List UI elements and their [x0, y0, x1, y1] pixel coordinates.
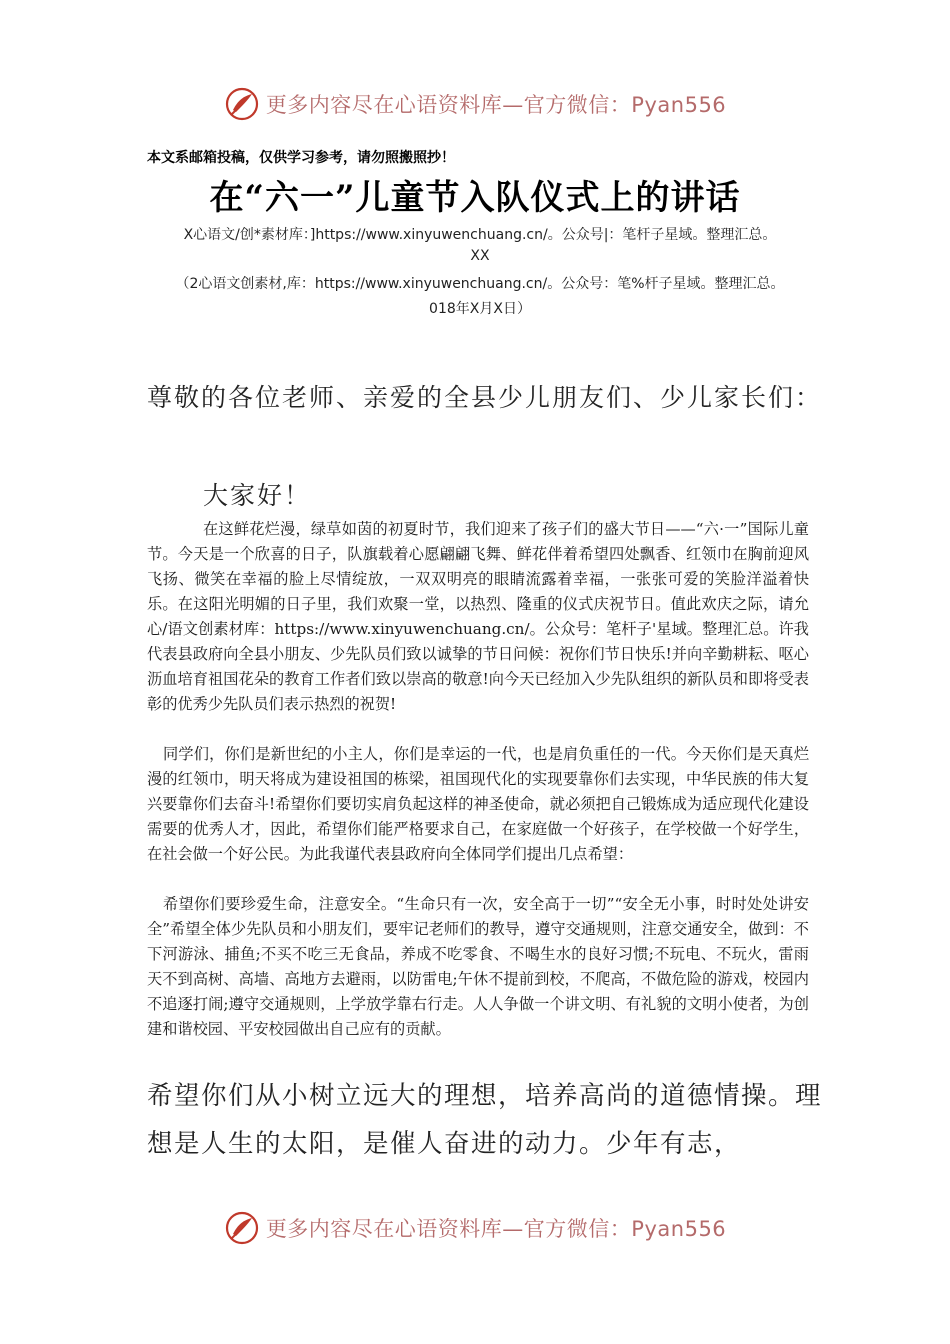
banner-text: 更多内容尽在心语资料库—官方微信：Pyan556 [265, 93, 727, 117]
footer-banner [0, 1210, 950, 1246]
closing-paragraph: 希望你们从小树立远大的理想，培养高尚的道德情操。理想是人生的太阳，是催人奋进的动力。少年有志， [147, 1081, 823, 1159]
source-line-2: XX [470, 248, 490, 264]
paragraph-2: 同学们，你们是新世纪的小主人，你们是幸运的一代，也是肩负重任的一代。今天你们是天真烂漫的红领巾，明天将成为建设祖国的栋梁，祖国现代化的实现要靠你们去实现，中华民族的伟大复兴要靠你们去奋斗!希望你们要切实肩负起这样的神圣使命，就必须把自己锻炼成为适应现代化建设需要的优秀人才，因此，希望你们能严格要求自己，在家庭做一个好孩子，在学校做一个好学生，在社会做一个好公民。为此我谨代表县政府向全体同学们提出几点希望： [147, 745, 809, 863]
source-line-1: X心语文/创*素材库：]https://www.xinyuwenchuang.cn/。公众号|：笔杆子星域。整理汇总。 [183, 227, 777, 243]
source-line-4: 018年X月X日） [429, 301, 531, 317]
page-title: 在“六一”儿童节入队仪式上的讲话 [209, 178, 741, 218]
speech-hello: 大家好！ [203, 481, 312, 510]
speech-greeting: 尊敬的各位老师、亲爱的全县少儿朋友们、少儿家长们： [147, 383, 823, 412]
source-line-3: （2心语文创素材,库：https://www.xinyuwenchuang.cn/。公众号：笔%杆子星域。整理汇总。 [175, 276, 785, 292]
pen-logo-icon [224, 1210, 260, 1246]
header-banner [0, 86, 950, 122]
banner-text: 更多内容尽在心语资料库—官方微信：Pyan556 [265, 1217, 727, 1241]
pen-logo-icon [224, 86, 260, 122]
notice-text: 本文系邮箱投稿，仅供学习参考，请勿照搬照抄！ [147, 150, 455, 166]
paragraph-3: 希望你们要珍爱生命，注意安全。“生命只有一次，安全高于一切”“安全无小事，时时处处讲安全”希望全体少先队员和小朋友们，要牢记老师们的教导，遵守交通规则，注意交通安全，做到：不下河游泳、捕鱼;不买不吃三无食品，养成不吃零食、不喝生水的良好习惯;不玩电、不玩火，雷雨天不到高树、高墙、高地方去避雨，以防雷电;午休不提前到校，不爬高，不做危险的游戏，校园内不追逐打闹;遵守交通规则，上学放学靠右行走。人人争做一个讲文明、有礼貌的文明小使者，为创建和谐校园、平安校园做出自己应有的贡献。 [147, 895, 809, 1038]
paragraph-1: 在这鲜花烂漫，绿草如茵的初夏时节，我们迎来了孩子们的盛大节日——“六·一”国际儿童节。今天是一个欣喜的日子，队旗载着心愿翩翩飞舞、鲜花伴着希望四处飘香、红领巾在胸前迎风飞扬、微笑在幸福的脸上尽情绽放，一双双明亮的眼睛流露着幸福，一张张可爱的笑脸洋溢着快乐。在这阳光明媚的日子里，我们欢聚一堂，以热烈、隆重的仪式庆祝节日。值此欢庆之际，请允心/语文创素材库：https://www.xinyuwenchuang.cn/。公众号：笔杆子'星域。整理汇总。许我代表县政府向全县小朋友、少先队员们致以诚挚的节日问候：祝你们节日快乐!并向辛勤耕耘、呕心沥血培育祖国花朵的教育工作者们致以崇高的敬意!向今天已经加入少先队组织的新队员和即将受表彰的优秀少先队员们表示热烈的祝贺! [147, 520, 809, 713]
